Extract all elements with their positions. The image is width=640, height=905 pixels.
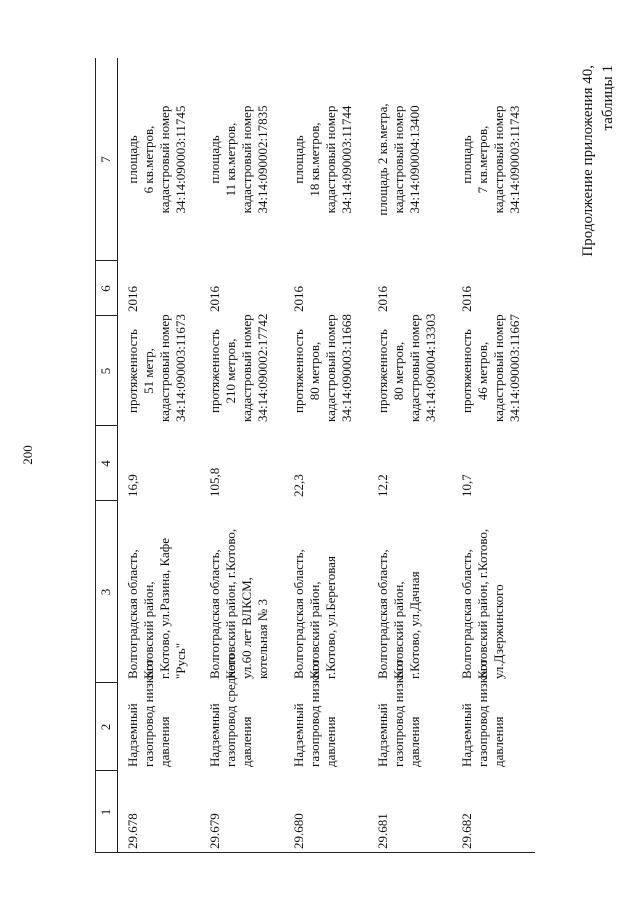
object-name: [125, 659, 173, 767]
object-area-line: кадастровый номер: [391, 105, 406, 214]
object-length-line: 34:14:090003:11667: [507, 314, 522, 422]
object-area-line: 18 кв.метров,: [307, 122, 322, 197]
object-length: [375, 313, 439, 422]
object-length: [459, 314, 523, 422]
object-length-line: 80 метров,: [307, 341, 322, 401]
object-address-line: ул.60 лет ВЛКСМ,: [239, 577, 254, 679]
column-number: 7: [98, 156, 113, 163]
object-area: [291, 62, 355, 257]
object-area: [125, 62, 189, 257]
object-value: 22,3: [291, 474, 306, 497]
object-value: 10,7: [459, 474, 474, 497]
object-length-line: кадастровый номер: [157, 314, 172, 422]
object-length-line: протяженность: [459, 329, 474, 413]
object-area: [207, 62, 271, 257]
object-address: [459, 505, 507, 679]
object-year: 2016: [291, 286, 306, 312]
object-name: [207, 653, 255, 767]
object-area: [375, 62, 423, 257]
column-number: 1: [98, 808, 113, 816]
object-area-line: 7 кв.метров,: [475, 125, 490, 194]
object-name-line: давления: [491, 716, 506, 767]
row-number: 29.678: [125, 813, 140, 849]
object-length-line: протяженность: [125, 329, 140, 413]
object-name: [291, 659, 339, 767]
object-address-line: г.Котово, ул.Разина, Кафе: [157, 538, 172, 679]
object-name-line: газопровод низкого: [141, 659, 156, 767]
object-area-line: 11 кв.метров,: [223, 122, 238, 197]
object-area-line: площадь: [459, 135, 474, 184]
object-name-line: Надземный: [207, 703, 222, 767]
object-name-line: Надземный: [459, 703, 474, 767]
object-area-line: 34:14:090003:11743: [507, 105, 522, 214]
object-length: [291, 314, 355, 422]
object-area: [459, 62, 523, 257]
object-address: [207, 505, 271, 679]
object-length-line: 34:14:090003:11673: [173, 314, 188, 422]
object-area-line: 34:14:090003:11745: [173, 105, 188, 214]
object-length: [207, 313, 271, 422]
object-address-line: Котовский район, г.Котово,: [475, 528, 490, 679]
object-name-line: давления: [157, 716, 172, 767]
object-length-line: 34:14:090002:17742: [255, 313, 270, 422]
object-length-line: кадастровый номер: [239, 314, 254, 422]
object-value: 16,9: [125, 474, 140, 497]
object-year: 2016: [125, 286, 140, 312]
object-name-line: давления: [407, 716, 422, 767]
data-table: [95, 58, 535, 853]
row-number: 29.680: [291, 813, 306, 849]
object-address-line: Волгоградская область,: [207, 549, 222, 679]
object-length: [125, 314, 189, 422]
column-number: 4: [98, 460, 113, 467]
object-length-line: 51 метр,: [141, 348, 156, 394]
object-area-line: кадастровый номер: [157, 105, 172, 214]
object-area-line: кадастровый номер: [323, 105, 338, 214]
object-value: 12,2: [375, 474, 390, 497]
object-area-line: 34:14:090004:13400: [407, 105, 422, 214]
object-length-line: 80 метров,: [391, 341, 406, 401]
heading-line-1: Продолжение приложения 40,: [580, 65, 596, 257]
object-length-line: протяженность: [207, 329, 222, 413]
object-year: 2016: [207, 286, 222, 312]
object-length-line: 34:14:090004:13303: [423, 313, 438, 422]
object-area-line: 34:14:090002:17835: [255, 105, 270, 214]
object-address-line: Волгоградская область,: [459, 549, 474, 679]
object-name: [459, 659, 507, 767]
object-length-line: 210 метров,: [223, 338, 238, 404]
object-year: 2016: [459, 286, 474, 312]
object-name-line: давления: [323, 716, 338, 767]
page-number: 200: [20, 445, 35, 465]
column-number: 5: [98, 367, 113, 375]
object-length-line: кадастровый номер: [491, 314, 506, 422]
object-length-line: протяженность: [375, 329, 390, 413]
object-name: [375, 659, 423, 767]
object-area-line: площадь: [207, 135, 222, 184]
object-name-line: Надземный: [291, 703, 306, 767]
object-name-line: Надземный: [125, 703, 140, 767]
column-number: 6: [98, 285, 113, 292]
object-length-line: протяженность: [291, 329, 306, 413]
row-number: 29.681: [375, 813, 390, 849]
object-area-line: площадь: [291, 135, 306, 184]
object-area-line: кадастровый номер: [491, 105, 506, 214]
object-address-line: Волгоградская область,: [291, 549, 306, 679]
object-address-line: г.Котово, ул.Дачная: [407, 571, 422, 679]
object-area-line: 34:14:090003:11744: [339, 105, 354, 214]
object-address-line: Котовский район,: [391, 581, 406, 679]
header-bottom-rule: [117, 58, 118, 853]
object-area-line: площадь 2 кв.метра,: [375, 103, 390, 216]
object-address-line: Котовский район, г.Котово,: [223, 528, 238, 679]
object-address: [291, 505, 339, 679]
column-number: 3: [98, 588, 113, 596]
row-number: 29.679: [207, 813, 222, 849]
object-address-line: ул.Дзержинского: [491, 584, 506, 679]
object-address-line: г.Котово, ул.Береговая: [323, 556, 338, 679]
object-address-line: Котовский район,: [141, 581, 156, 679]
object-address-line: Волгоградская область,: [375, 549, 390, 679]
heading-line-2: таблицы 1: [600, 65, 616, 131]
object-name-line: Надземный: [375, 703, 390, 767]
object-year: 2016: [375, 286, 390, 312]
object-area-line: площадь: [125, 135, 140, 184]
object-name-line: газопровод низкого: [391, 659, 406, 767]
object-area-line: кадастровый номер: [239, 105, 254, 214]
object-address-line: "Русь": [173, 642, 188, 679]
object-length-line: 34:14:090003:11668: [339, 314, 354, 422]
object-length-line: кадастровый номер: [323, 314, 338, 422]
column-number: 2: [98, 723, 113, 731]
object-address-line: Котовский район,: [307, 581, 322, 679]
column-divider: [95, 852, 535, 853]
row-number: 29.682: [459, 813, 474, 849]
object-address: [375, 505, 423, 679]
object-address: [125, 505, 189, 679]
object-address-line: котельная № 3: [255, 599, 270, 679]
object-name-line: газопровод среднего: [223, 653, 238, 767]
object-name-line: газопровод низкого: [307, 659, 322, 767]
object-address-line: Волгоградская область,: [125, 549, 140, 679]
object-name-line: давления: [239, 716, 254, 767]
object-value: 105,8: [207, 467, 222, 497]
object-area-line: 6 кв.метров,: [141, 125, 156, 194]
object-name-line: газопровод низкого: [475, 659, 490, 767]
object-length-line: 46 метров,: [475, 341, 490, 401]
object-length-line: кадастровый номер: [407, 314, 422, 422]
